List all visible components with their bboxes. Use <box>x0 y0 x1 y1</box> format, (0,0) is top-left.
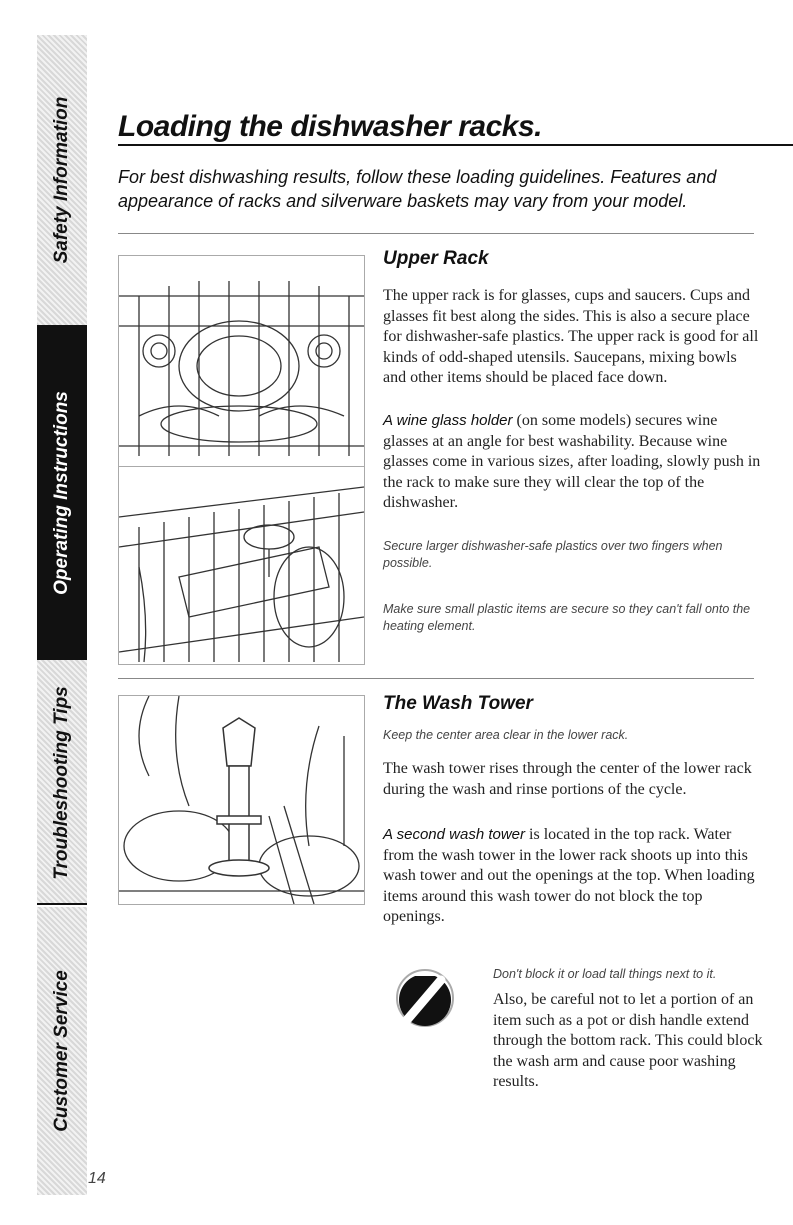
section-divider <box>118 678 754 679</box>
wine-glass-lead: A wine glass holder <box>383 412 513 429</box>
upper-rack-paragraph: The upper rack is for glasses, cups and saucers. Cups and glasses fit best along the sides. This is also a secure place for dishwasher-safe plastics. The upper rack is good for all kinds of odd-shaped utensils. Saucepans, mixing bowls and other items should be placed face down. <box>383 287 759 386</box>
warning-paragraph: Also, be careful not to let a portion of an item such as a pot or dish handle extend through the bottom rack. This could block the wash arm and cause poor washing results. <box>493 991 763 1090</box>
tab-customer-service[interactable] <box>37 907 87 1195</box>
second-wash-tower-lead: A second wash tower <box>383 826 526 843</box>
title-rule <box>118 144 793 146</box>
sidebar-nav <box>37 35 87 1195</box>
tab-label: Operating Instructions <box>51 390 72 595</box>
warning-note: Don't block it or load tall things next to it. <box>493 967 717 981</box>
wine-glass-paragraph <box>383 411 763 514</box>
wine-glass-holder-illustration <box>118 466 365 665</box>
tab-operating-instructions[interactable] <box>37 325 87 660</box>
wash-tower-illustration <box>118 695 365 905</box>
wash-tower-heading: The Wash Tower <box>383 693 533 714</box>
tab-label: Safety Information <box>51 96 72 264</box>
small-plastics-note: Make sure small plastic items are secure so they can't fall onto the heating element. <box>383 602 751 633</box>
intro-text: For best dishwashing results, follow these loading guidelines. Features and appearance of racks and silverware baskets may vary from your model. <box>118 167 717 211</box>
page-title: Loading the dishwasher racks. <box>118 110 542 143</box>
wash-tower-paragraph: The wash tower rises through the center of the lower rack during the wash and rinse portions of the cycle. <box>383 760 752 798</box>
second-wash-tower-body: is located in the top rack. Water from the wash tower in the lower rack shoots up into this wash tower and out the openings at the top. When loading items around this wash tower do not block the top openings. <box>383 826 755 925</box>
wine-glass-body: (on some models) secures wine glasses at an angle for best washability. Because wine glasses come in various sizes, after loading, slowly push in the rack to make sure they will clear the top of the dishwasher. <box>383 412 761 511</box>
page-number: 14 <box>88 1170 106 1187</box>
plastics-note: Secure larger dishwasher-safe plastics over two fingers when possible. <box>383 539 723 570</box>
upper-rack-illustration <box>118 255 365 470</box>
section-divider <box>118 233 754 234</box>
tab-safety-information[interactable] <box>37 35 87 325</box>
tab-divider <box>37 903 87 905</box>
tab-label: Troubleshooting Tips <box>51 685 72 880</box>
wash-tower-note: Keep the center area clear in the lower rack. <box>383 728 629 742</box>
tab-troubleshooting-tips[interactable] <box>37 660 87 905</box>
second-wash-tower-paragraph <box>383 825 763 928</box>
tab-label: Customer Service <box>51 970 72 1132</box>
no-symbol-icon <box>383 966 463 1036</box>
upper-rack-heading: Upper Rack <box>383 248 489 269</box>
